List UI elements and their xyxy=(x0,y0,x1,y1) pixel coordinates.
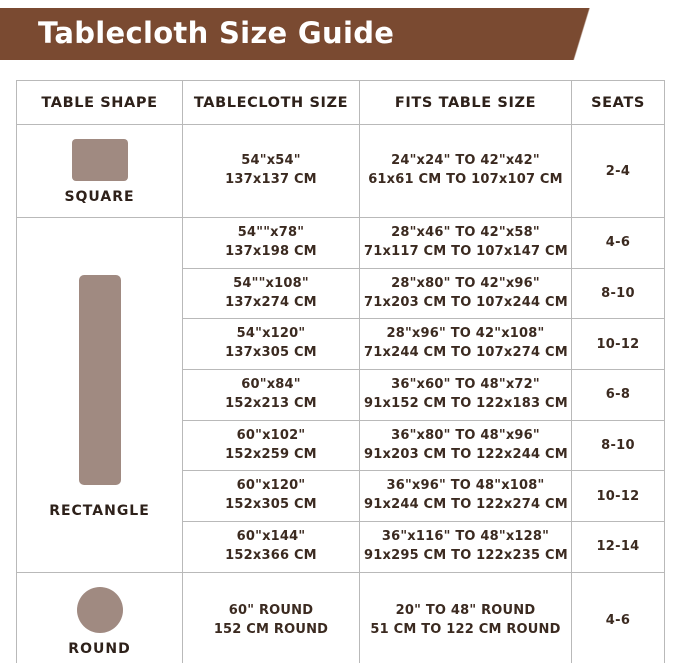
tablecloth-size-cell xyxy=(183,420,360,471)
fits-table-size-cell xyxy=(360,572,572,663)
tablecloth-size-cm: 152x305 CM xyxy=(225,497,317,513)
seats-cell: 12-14 xyxy=(572,522,665,573)
tablecloth-size-cell xyxy=(183,268,360,319)
tablecloth-size-cm: 137x274 CM xyxy=(225,294,317,310)
tablecloth-size-cell xyxy=(183,319,360,370)
table-header-row xyxy=(17,81,665,125)
fits-size-inches: 28"x46" TO 42"x58" xyxy=(391,225,540,240)
tablecloth-size-inches: 54"x120" xyxy=(236,326,306,342)
fits-table-size-cell xyxy=(360,471,572,522)
tablecloth-size-cell xyxy=(183,522,360,573)
shape-cell-square xyxy=(17,125,183,218)
tablecloth-size-inches: 54"x54" xyxy=(241,153,301,169)
table-header xyxy=(17,81,665,125)
seats-cell: 8-10 xyxy=(572,268,665,319)
circle-swatch-icon xyxy=(77,587,123,633)
square-swatch-icon xyxy=(72,139,128,181)
fits-size-cm: 91x152 CM TO 122x183 CM xyxy=(364,395,568,411)
shape-label-round: ROUND xyxy=(68,640,131,657)
tablecloth-size-inches: 60"x102" xyxy=(236,427,306,443)
tablecloth-size-cm: 152 CM ROUND xyxy=(213,621,329,637)
seats-cell: 10-12 xyxy=(572,319,665,370)
fits-size-cm: 71x117 CM TO 107x147 CM xyxy=(364,243,568,259)
tablecloth-size-cell xyxy=(183,218,360,269)
fits-size-cm: 71x203 CM TO 107x244 CM xyxy=(364,294,568,310)
tablecloth-size-inches: 60"x84" xyxy=(241,377,301,393)
shape-cell-rectangle xyxy=(17,218,183,573)
size-table-wrapper xyxy=(16,80,664,663)
fits-size-cm: 91x244 CM TO 122x274 CM xyxy=(364,497,568,513)
tablecloth-size-cm: 137x198 CM xyxy=(225,243,317,259)
fits-table-size-cell xyxy=(360,420,572,471)
shape-label-square: SQUARE xyxy=(64,189,135,205)
size-guide-table xyxy=(16,80,665,663)
fits-size-inches: 36"x60" TO 48"x72" xyxy=(391,377,540,393)
page-title: Tablecloth Size Guide xyxy=(38,16,395,50)
table-row xyxy=(17,125,665,218)
tablecloth-size-inches: 60"x120" xyxy=(236,478,306,494)
shape-cell-round xyxy=(17,572,183,663)
fits-size-inches: 24"x24" TO 42"x42" xyxy=(391,153,540,169)
fits-size-cm: 51 CM TO 122 CM ROUND xyxy=(370,621,561,637)
column-header-table-shape: TABLE SHAPE xyxy=(17,81,183,125)
fits-size-inches: 36"x96" TO 48"x108" xyxy=(386,478,545,494)
seats-cell: 6-8 xyxy=(572,370,665,421)
tablecloth-size-cell xyxy=(183,572,360,663)
tablecloth-size-cell xyxy=(183,370,360,421)
tablecloth-size-cell xyxy=(183,125,360,218)
column-header-fits-table-size: FITS TABLE SIZE xyxy=(360,81,572,125)
tablecloth-size-inches: 60" ROUND xyxy=(228,602,314,618)
table-row xyxy=(17,218,665,269)
fits-size-cm: 61x61 CM TO 107x107 CM xyxy=(368,172,563,187)
fits-size-cm: 91x295 CM TO 122x235 CM xyxy=(364,547,568,563)
tablecloth-size-cell xyxy=(183,471,360,522)
seats-cell: 8-10 xyxy=(572,420,665,471)
fits-size-inches: 36"x80" TO 48"x96" xyxy=(391,427,540,443)
fits-table-size-cell xyxy=(360,370,572,421)
fits-table-size-cell xyxy=(360,125,572,218)
fits-table-size-cell xyxy=(360,218,572,269)
tablecloth-size-inches: 54""x108" xyxy=(233,275,309,291)
table-row xyxy=(17,572,665,663)
fits-size-inches: 28"x80" TO 42"x96" xyxy=(391,275,540,291)
seats-cell: 4-6 xyxy=(572,572,665,663)
tablecloth-size-cm: 137x137 CM xyxy=(225,172,317,187)
tablecloth-size-cm: 137x305 CM xyxy=(225,345,317,361)
column-header-tablecloth-size: TABLECLOTH SIZE xyxy=(183,81,360,125)
seats-cell: 2-4 xyxy=(572,125,665,218)
fits-table-size-cell xyxy=(360,522,572,573)
fits-size-inches: 28"x96" TO 42"x108" xyxy=(386,326,545,342)
tablecloth-size-cm: 152x259 CM xyxy=(225,446,317,462)
tablecloth-size-inches: 54""x78" xyxy=(237,225,305,240)
tablecloth-size-cm: 152x213 CM xyxy=(225,395,317,411)
shape-label-rectangle: RECTANGLE xyxy=(49,502,150,519)
seats-cell: 4-6 xyxy=(572,218,665,269)
rectangle-swatch-icon xyxy=(79,275,121,485)
header-banner xyxy=(0,0,679,66)
fits-table-size-cell xyxy=(360,319,572,370)
seats-cell: 10-12 xyxy=(572,471,665,522)
fits-table-size-cell xyxy=(360,268,572,319)
fits-size-inches: 20" TO 48" ROUND xyxy=(395,602,536,618)
tablecloth-size-inches: 60"x144" xyxy=(236,529,306,545)
fits-size-cm: 91x203 CM TO 122x244 CM xyxy=(364,446,568,462)
fits-size-inches: 36"x116" TO 48"x128" xyxy=(381,529,550,545)
column-header-seats: SEATS xyxy=(572,81,665,125)
table-body xyxy=(17,125,665,663)
fits-size-cm: 71x244 CM TO 107x274 CM xyxy=(364,345,568,361)
tablecloth-size-cm: 152x366 CM xyxy=(225,547,317,563)
